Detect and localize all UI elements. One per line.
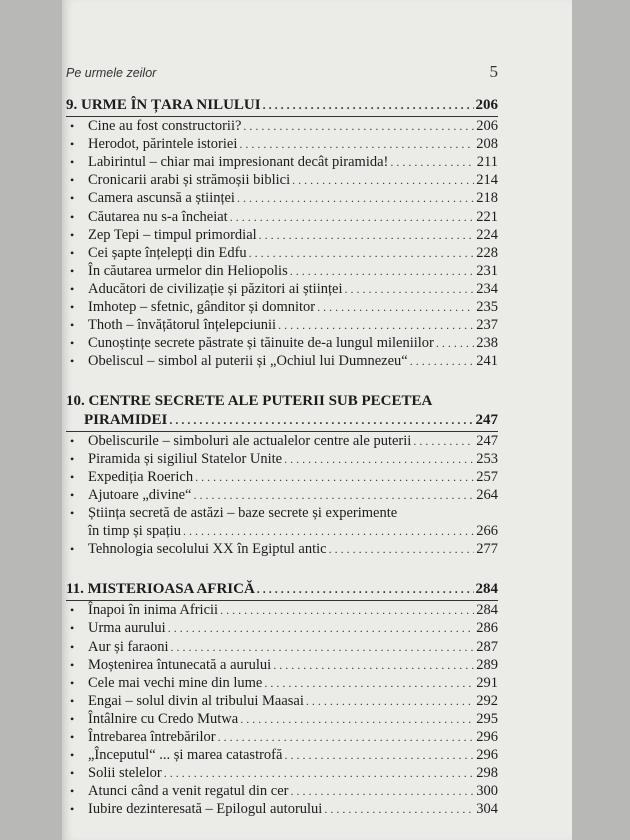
bullet-icon: •	[70, 802, 75, 817]
bullet-icon: •	[70, 711, 75, 726]
list-item: • Iubire dezinteresată – Epilogul autorului . . . 304	[66, 800, 498, 818]
list-item-cont: în timp și spațiu . . . 266	[66, 522, 498, 540]
bullet-icon: •	[70, 675, 75, 690]
list-item: • Întrebarea întrebărilor . . . 296	[66, 728, 498, 746]
bullet-icon: •	[70, 657, 75, 672]
list-item: • Herodot, părintele istoriei . . . 208	[66, 135, 498, 153]
bullet-icon: •	[70, 155, 75, 170]
bullet-icon: •	[70, 191, 75, 206]
bullet-icon: •	[70, 281, 75, 296]
bullet-icon: •	[70, 621, 75, 636]
bullet-icon: •	[70, 784, 75, 799]
list-item: • Înapoi în inima Africii . . . 284	[66, 601, 498, 619]
bullet-icon: •	[70, 639, 75, 654]
list-item: • Imhotep – sfetnic, gânditor și domnitor . . . 235	[66, 298, 498, 316]
bullet-icon: •	[70, 300, 75, 315]
chapter-title: 11. MISTERIOASA AFRICĂ	[66, 581, 255, 598]
list-item: • „Începutul“ ... și marea catastrofă . . . 296	[66, 746, 498, 764]
bullet-icon: •	[70, 336, 75, 351]
list-item: • Cele mai vechi mine din lume . . . 291	[66, 674, 498, 692]
chapter-heading	[66, 580, 498, 598]
running-title: Pe urmele zeilor	[66, 66, 157, 80]
bullet-icon: •	[70, 730, 75, 744]
chapter-9	[66, 96, 498, 370]
chapter-heading	[66, 411, 498, 429]
bullet-icon: •	[70, 119, 75, 134]
chapter-items	[66, 601, 498, 818]
list-item: • Cunoștințe secrete păstrate și tăinuite de-a lungul mileniilor . . . 238	[66, 334, 498, 352]
chapter-title: 10. CENTRE SECRETE ALE PUTERII SUB PECETEA	[66, 393, 433, 410]
bullet-icon: •	[70, 603, 75, 618]
bullet-icon: •	[70, 173, 75, 188]
bullet-icon: •	[70, 209, 75, 224]
bullet-icon: •	[70, 748, 75, 763]
list-item: • Aur și faraoni . . . 287	[66, 638, 498, 656]
list-item: • Cei șapte înțelepți din Edfu . . . 228	[66, 244, 498, 262]
list-item: • Expediția Roerich . . . 257	[66, 468, 498, 486]
list-item: • Urma aurului . . . 286	[66, 619, 498, 637]
bullet-icon: •	[70, 451, 75, 466]
chapter-items	[66, 432, 498, 559]
bullet-icon: •	[70, 487, 75, 502]
chapter-heading	[66, 96, 498, 114]
chapter-page: 206	[475, 97, 498, 113]
list-item: • Obeliscul – simbol al puterii și „Ochiul lui Dumnezeu“ . . . 241	[66, 352, 498, 370]
list-item: • Cine au fost constructorii? . . . 206	[66, 117, 498, 135]
list-item: • Tehnologia secolului XX în Egiptul antic . . . 277	[66, 540, 498, 558]
chapter-title: 9. URME ÎN ȚARA NILULUI	[66, 97, 261, 113]
list-item: • Zep Tepi – timpul primordial . . . 224	[66, 226, 498, 244]
list-item: • Știința secretă de astăzi – baze secrete și experimente	[66, 504, 498, 522]
bullet-icon: •	[70, 469, 75, 484]
list-item: • Cronicarii arabi și strămoșii biblici . . . 214	[66, 171, 498, 189]
chapter-items	[66, 117, 498, 370]
bullet-icon: •	[70, 766, 75, 781]
list-item: • Întâlnire cu Credo Mutwa . . . 295	[66, 710, 498, 728]
chapter-page: 284	[475, 581, 498, 598]
list-item: • Camera ascunsă a științei . . . 218	[66, 189, 498, 207]
list-item: • Ajutoare „divine“ . . . 264	[66, 486, 498, 504]
list-item: • Atunci când a venit regatul din cer . . . 300	[66, 782, 498, 800]
list-item: • Thoth – învățătorul înțelepciunii . . . 237	[66, 316, 498, 334]
table-of-contents	[66, 96, 498, 818]
bullet-icon: •	[70, 263, 75, 278]
chapter-10	[66, 392, 498, 558]
list-item: • Obeliscurile – simboluri ale actualelor centre ale puterii . . . 247	[66, 432, 498, 450]
list-item: • Piramida și sigiliul Statelor Unite . . . 253	[66, 450, 498, 468]
bullet-icon: •	[70, 354, 75, 369]
list-item: • În căutarea urmelor din Heliopolis . . . 231	[66, 262, 498, 280]
list-item: • Engai – solul divin al tribului Maasai . . . 292	[66, 692, 498, 710]
list-item: • Solii stelelor . . . 298	[66, 764, 498, 782]
list-item: • Moștenirea întunecată a aurului . . . 289	[66, 656, 498, 674]
bullet-icon: •	[70, 137, 75, 152]
bullet-icon: •	[70, 318, 75, 333]
list-item: • Labirintul – chiar mai impresionant decât piramida! . . . 211	[66, 153, 498, 171]
bullet-icon: •	[70, 542, 75, 557]
chapter-11	[66, 580, 498, 818]
page-number: 5	[489, 62, 498, 81]
bullet-icon: •	[70, 227, 75, 242]
list-item: • Căutarea nu s-a încheiat . . . 221	[66, 208, 498, 226]
list-item: • Aducători de civilizație și păzitori ai științei . . . 234	[66, 280, 498, 298]
bullet-icon: •	[70, 505, 75, 520]
chapter-page: 247	[475, 411, 498, 428]
chapter-title-cont: PIRAMIDEI	[84, 411, 168, 428]
bullet-icon: •	[70, 693, 75, 708]
page-header	[66, 62, 498, 84]
bullet-icon: •	[70, 245, 75, 260]
bullet-icon: •	[70, 433, 75, 448]
